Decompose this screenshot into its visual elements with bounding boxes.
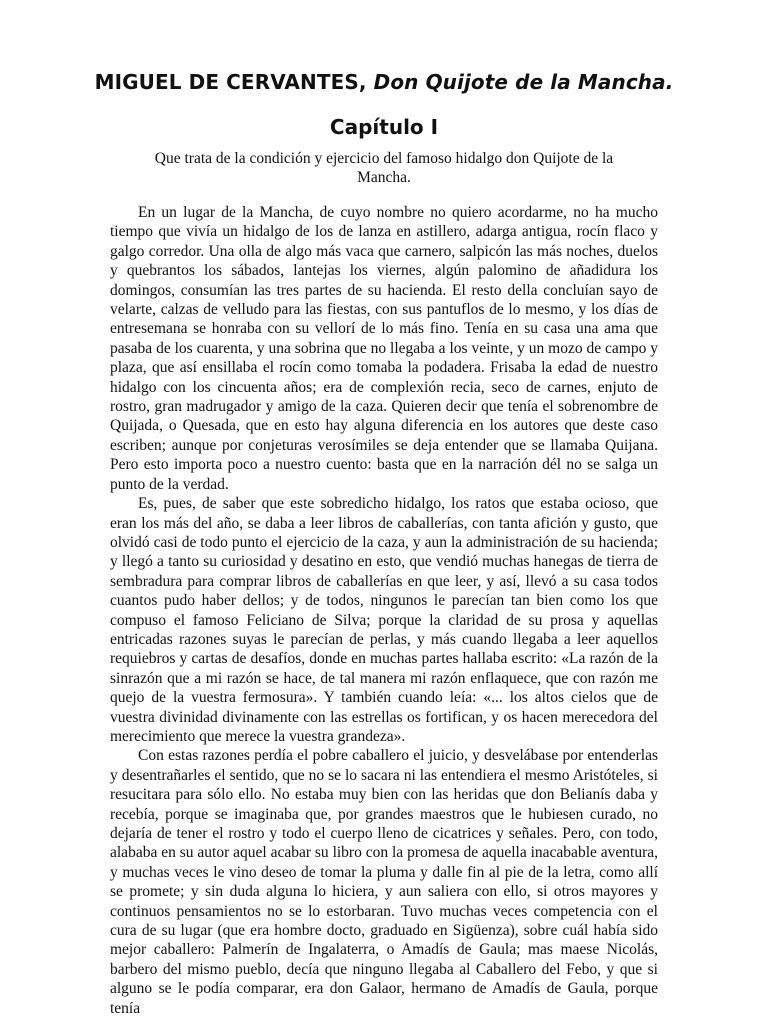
paragraph: Con estas razones perdía el pobre caballero el juicio, y desvelábase por entenderlas y desentrañarles el sentido, que no se lo sacara ni las entendiera el mesmo Aristóteles, si resucitara para sólo ello. No estaba muy bien con las heridas que don Belianís daba y recebía, porque se imaginaba que, por grandes maestros que le hubiesen curado, no dejaría de tener el rostro y todo el cuerpo lleno de cicatrices y señales. Pero, con todo, alababa en su autor aquel acabar su libro con la promesa de aquella inacabable aventura, y muchas veces le vino deseo de tomar la pluma y dalle fin al pie de la letra, como allí se promete; y sin duda alguna lo hiciera, y aun saliera con ello, si otros mayores y continuos pensamientos no se lo estorbaran. Tuvo muchas veces competencia con el cura de su lugar (que era hombre docto, graduado en Sigüenza), sobre cuál había sido mejor caballero: Palmerín de Ingalaterra, o Amadís de Gaula; mas maese Nicolás, barbero del mismo pueblo, decía que ninguno llegaba al Caballero del Febo, y que si alguno se le podía comparar, era don Galaor, hermano de Amadís de Gaula, porque tenía xyxy=(110,747,658,1017)
book-title: Don Quijote de la Mancha. xyxy=(373,70,674,94)
paragraph: Es, pues, de saber que este sobredicho hidalgo, los ratos que estaba ocioso, que eran los más del año, se daba a leer libros de caballerías, con tanta afición y gusto, que olvidó casi de todo punto el ejercicio de la caza, y aun la administración de su hacienda; y llegó a tanto su curiosidad y desatino en esto, que vendió muchas hanegas de tierra de sembradura para comprar libros de caballerías en que leer, y así, llevó a su casa todos cuantos pudo haber dellos; y de todos, ningunos le parecían tan bien como los que compuso el famoso Feliciano de Silva; porque la claridad de su prosa y aquellas entricadas razones suyas le parecían de perlas, y más cuando llegaba a leer aquellos requiebros y cartas de desafíos, donde en muchas partes hallaba escrito: «La razón de la sinrazón que a mi razón se hace, de tal manera mi razón enflaquece, que con razón me quejo de la vuestra fermosura». Y también cuando leía: «... los altos cielos que de vuestra divinidad divinamente con las estrellas os fortifican, y os hacen merecedora del merecimiento que merece la vuestra grandeza». xyxy=(110,495,658,745)
chapter-heading: Capítulo I xyxy=(329,115,439,139)
author-name: MIGUEL DE CERVANTES, xyxy=(94,70,367,94)
chapter-body xyxy=(110,203,658,1018)
chapter-subtitle: Que trata de la condición y ejercicio del famoso hidalgo don Quijote de la Mancha. xyxy=(154,150,614,186)
paragraph: En un lugar de la Mancha, de cuyo nombre no quiero acordarme, no ha mucho tiempo que vivía un hidalgo de los de lanza en astillero, adarga antigua, rocín flaco y galgo corredor. Una olla de algo más vaca que carnero, salpicón las más noches, duelos y quebrantos los sábados, lantejas los viernes, algún palomino de añadidura los domingos, consumían las tres partes de su hacienda. El resto della concluían sayo de velarte, calzas de velludo para las fiestas, con sus pantuflos de lo mesmo, y los días de entresemana se honraba con su vellorí de lo más fino. Tenía en su casa una ama que pasaba de los cuarenta, y una sobrina que no llegaba a los veinte, y un mozo de campo y plaza, que así ensillaba el rocín como tomaba la podadera. Frisaba la edad de nuestro hidalgo con los cincuenta años; era de complexión recia, seco de carnes, enjuto de rostro, gran madrugador y amigo de la caza. Quieren decir que tenía el sobrenombre de Quijada, o Quesada, que en esto hay alguna diferencia en los autores que deste caso escriben; aunque por conjeturas verosímiles se deja entender que se llamaba Quijana. Pero esto importa poco a nuestro cuento: basta que en la narración dél no se salga un punto de la verdad. xyxy=(110,204,658,493)
book-title-heading xyxy=(0,70,768,94)
